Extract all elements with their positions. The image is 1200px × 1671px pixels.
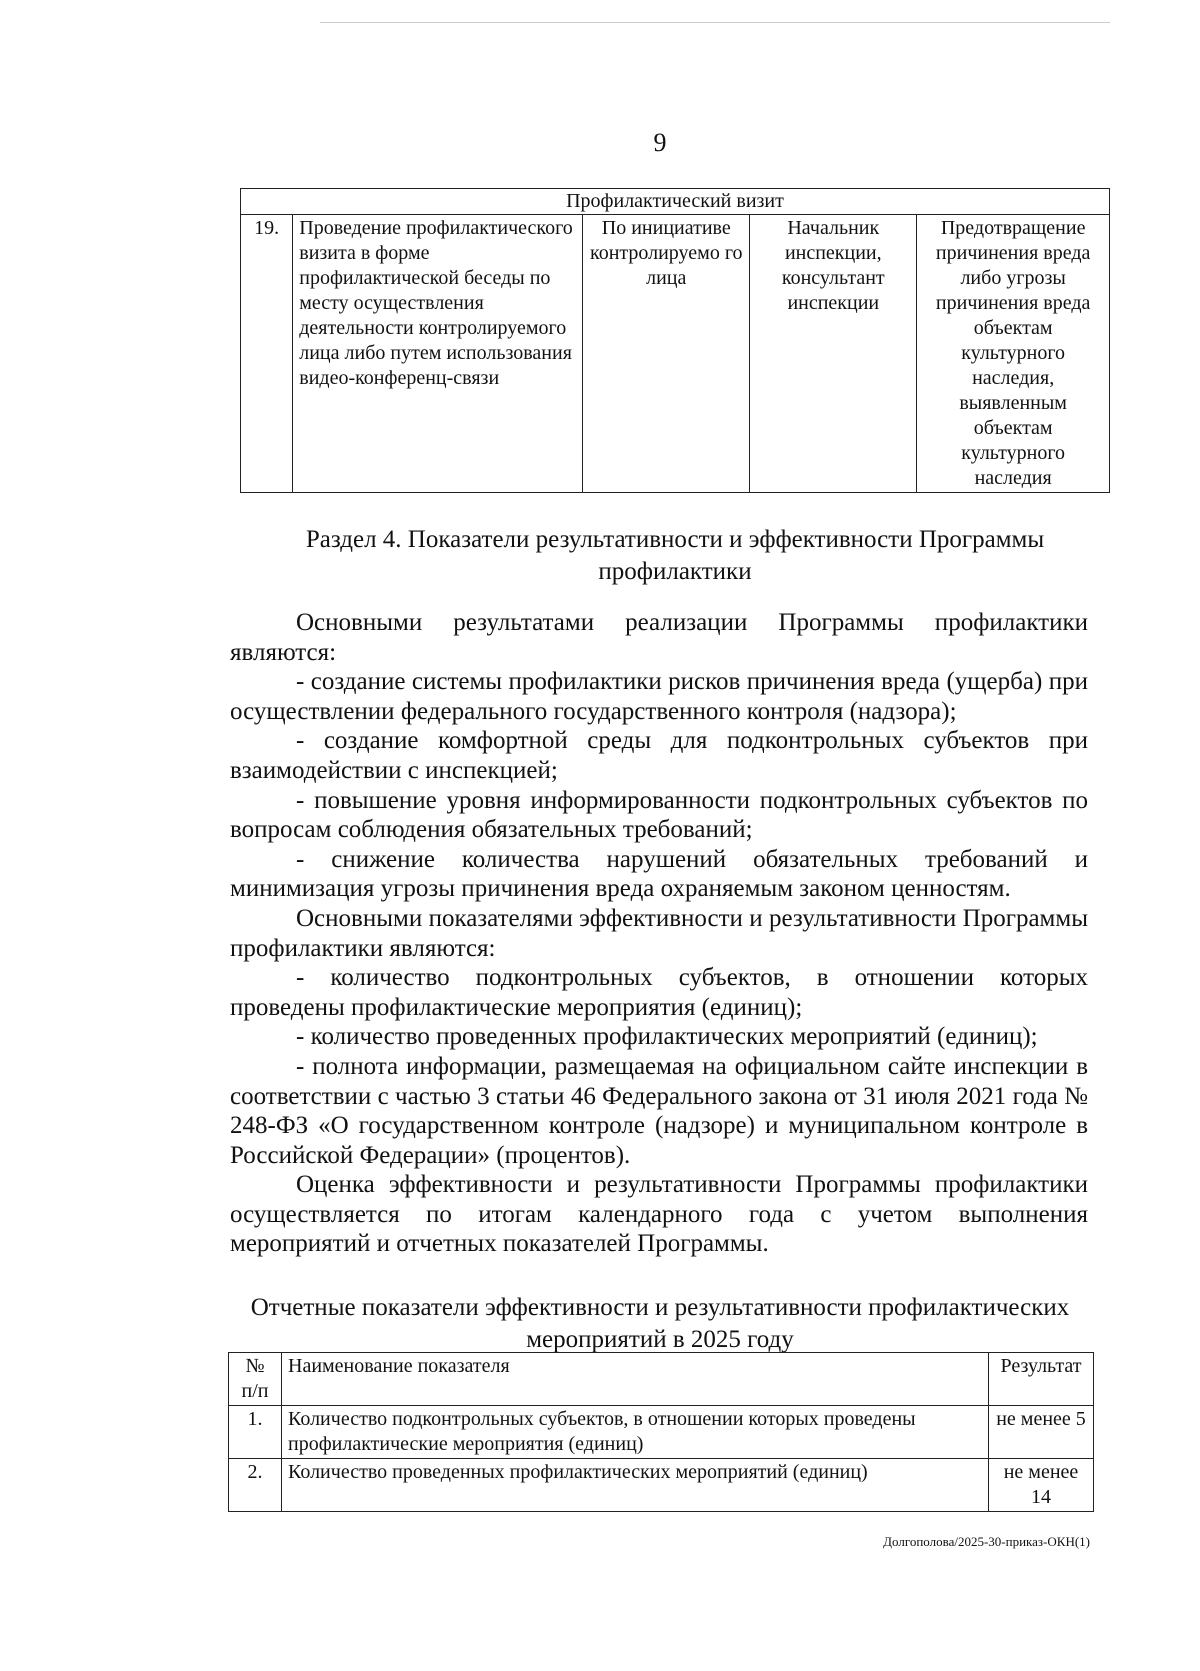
paragraph: - количество подконтрольных субъектов, в отношении которых проведены профилактические мероприятия (единиц); <box>230 964 1088 1021</box>
table-header-row <box>229 1353 1094 1406</box>
scan-artifact-line <box>320 22 1110 23</box>
row-number-cell: 1. <box>229 1406 282 1459</box>
table-row <box>229 1406 1094 1459</box>
paragraph: Основными показателями эффективности и результативности Программы профилактики являются: <box>230 904 1088 962</box>
table-row <box>229 1459 1094 1512</box>
result-cell: не менее 14 <box>989 1459 1094 1512</box>
header-result-cell: Результат <box>989 1353 1094 1406</box>
page-number: 9 <box>653 128 667 157</box>
section-4-title: Раздел 4. Показатели результативности и эффективности Программы профилактики <box>305 526 1045 585</box>
paragraph: - повышение уровня информированности подконтрольных субъектов по вопросам соблюдения обязательных требований; <box>230 786 1088 844</box>
row-number-cell: 19. <box>241 215 293 493</box>
document-footer: Долгополова/2025-30-приказ-ОКН(1) <box>883 1534 1090 1549</box>
paragraph: - снижение количества нарушений обязательных требований и минимизация угрозы причинения вреда охраняемым законом ценностям. <box>230 845 1088 903</box>
measure-name-cell: Проведение профилактического визита в форме профилактической беседы по месту осуществления деятельности контролируемого лица либо путем использования видео-конференц-связи <box>293 215 583 493</box>
report-table-title: Отчетные показатели эффективности и результативности профилактических мероприятий в 2025 году <box>250 1294 1070 1353</box>
table-row <box>241 215 1110 493</box>
result-cell: не менее 5 <box>989 1406 1094 1459</box>
measure-term-cell: По инициативе контролируемо го лица <box>583 215 750 493</box>
indicator-name-cell: Количество проведенных профилактических мероприятий (единиц) <box>282 1459 989 1512</box>
responsible-cell: Начальник инспекции, консультант инспекции <box>750 215 917 493</box>
measures-table <box>240 188 1110 493</box>
header-num-cell: № п/п <box>229 1353 282 1406</box>
indicators-table <box>228 1352 1094 1512</box>
section-header-cell: Профилактический визит <box>241 189 1110 215</box>
header-name-cell: Наименование показателя <box>282 1353 989 1406</box>
paragraph: - создание системы профилактики рисков причинения вреда (ущерба) при осуществлении федерального государственного контроля (надзора); <box>230 668 1088 725</box>
paragraph: - количество проведенных профилактических мероприятий (единиц); <box>296 1023 1038 1051</box>
goal-cell: Предотвращение причинения вреда либо угрозы причинения вреда объектам культурного наследия, выявленным объектам культурного наследия <box>917 215 1110 493</box>
paragraph: - создание комфортной среды для подконтрольных субъектов при взаимодействии с инспекцией; <box>230 727 1088 784</box>
paragraph: - полнота информации, размещаемая на официальном сайте инспекции в соответствии с частью 3 статьи 46 Федерального закона от 31 июля 2021 года № 248-ФЗ «О государственном контроле (надзоре) и муниципальном контроле в Российской Федерации» (процентов). <box>230 1052 1088 1169</box>
row-number-cell: 2. <box>229 1459 282 1512</box>
table-section-row <box>241 189 1110 215</box>
body-text <box>230 608 1088 1259</box>
indicator-name-cell: Количество подконтрольных субъектов, в отношении которых проведены профилактические мероприятия (единиц) <box>282 1406 989 1459</box>
paragraph: Основными результатами реализации Программы профилактики являются: <box>230 609 1088 666</box>
paragraph: Оценка эффективности и результативности Программы профилактики осуществляется по итогам календарного года с учетом выполнения мероприятий и отчетных показателей Программы. <box>230 1171 1088 1258</box>
